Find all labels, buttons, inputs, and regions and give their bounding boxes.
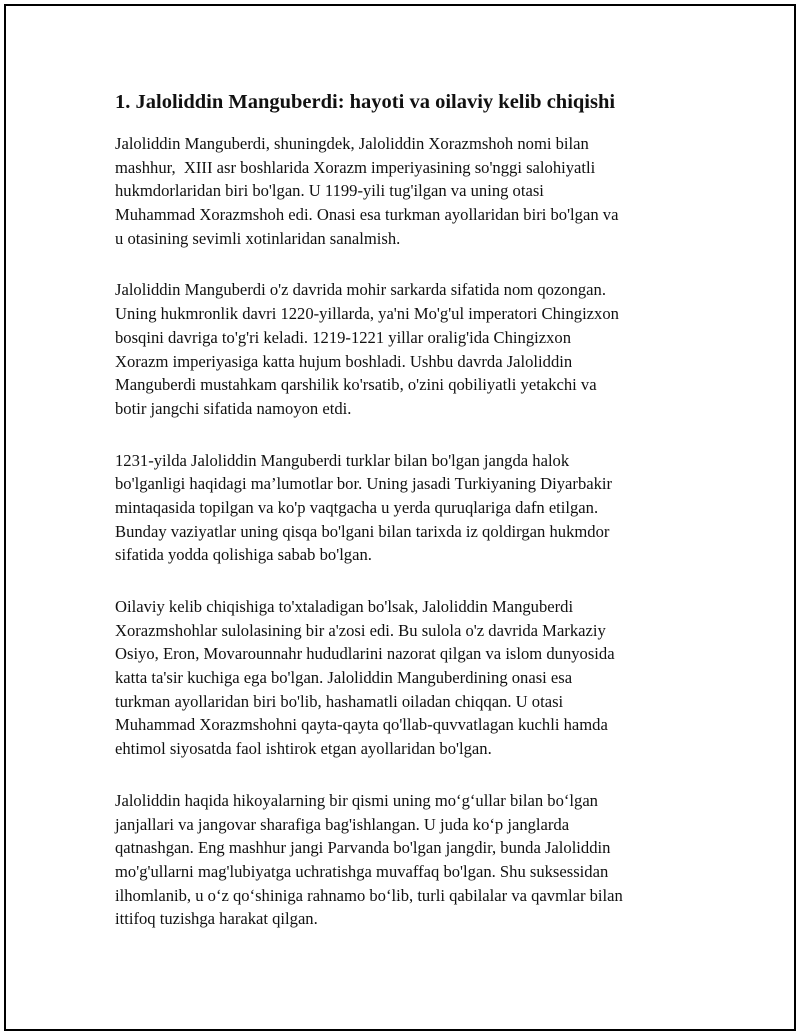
text-line: Xorazmshohlar sulolasining bir a'zosi edi. Bu sulola o'z davrida Markaziy [115,620,606,640]
paragraph-biography [115,132,690,250]
text-line: turkman ayollaridan biri bo'lib, hashamatli oiladan chiqqan. U otasi [115,691,564,711]
text-line: Jaloliddin Manguberdi, shuningdek, Jaloliddin Xorazmshoh nomi bilan [115,134,589,153]
text-line: ittifoq tuzishga harakat qilgan. [115,909,318,929]
paragraph-battles [115,789,690,931]
text-line: mintaqasida topilgan va ko'p vaqtgacha u yerda quruqlariga dafn etilgan. [115,497,599,517]
text-line: sifatida yodda qolishiga sabab bo'lgan. [115,545,372,565]
text-line: mo'g'ullarni mag'lubiyatga uchratishga muvaffaq bo'lgan. Shu suksessidan [115,861,609,881]
text-line: Jaloliddin Manguberdi o'z davrida mohir sarkarda sifatida nom qozongan. [115,280,606,300]
text-line: janjallari va jangovar sharafiga bag'ishlangan. U juda ko‘p janglarda [115,814,570,834]
text-line: Jaloliddin haqida hikoyalarning bir qismi uning mo‘g‘ullar bilan bo‘lgan [115,790,598,810]
text-line: Muhammad Xorazmshoh edi. Onasi esa turkman ayollaridan biri bo'lgan va [115,205,619,225]
text-line: botir jangchi sifatida namoyon etdi. [115,398,352,418]
paragraph-military-career [115,278,690,420]
text-line: mashhur, XIII asr boshlarida Xorazm imperiyasining so'nggi salohiyatli [115,157,596,177]
text-line: Xorazm imperiyasiga katta hujum boshladi. Ushbu davrda Jaloliddin [115,351,573,371]
text-line: ehtimol siyosatda faol ishtirok etgan ayollaridan bo'lgan. [115,739,492,759]
document-body [115,88,690,959]
text-line: Osiyo, Eron, Movarounnahr hududlarini nazorat qilgan va islom dunyosida [115,644,615,664]
text-line: Manguberdi mustahkam qarshilik ko'rsatib, o'zini qobiliyatli yetakchi va [115,375,597,395]
text-line: qatnashgan. Eng mashhur jangi Parvanda bo'lgan jangdir, bunda Jaloliddin [115,838,611,858]
text-line: ilhomlanib, u o‘z qo‘shiniga rahnamo bo‘lib, turli qabilalar va qavmlar bilan [115,885,623,905]
text-line: Uning hukmronlik davri 1220-yillarda, ya'ni Mo'g'ul imperatori Chingizxon [115,304,619,324]
text-line: Bunday vaziyatlar uning qisqa bo'lgani bilan tarixda iz qoldirgan hukmdor [115,521,610,541]
text-line: bosqini davriga to'g'ri keladi. 1219-1221 yillar oralig'ida Chingizxon [115,327,571,347]
text-line: 1231-yilda Jaloliddin Manguberdi turklar bilan bo'lgan jangda halok [115,450,570,470]
text-line: Oilaviy kelib chiqishiga to'xtaladigan bo'lsak, Jaloliddin Manguberdi [115,597,574,616]
document-heading: 1. Jaloliddin Manguberdi: hayoti va oilaviy kelib chiqishi [115,91,616,113]
text-line: katta ta'sir kuchiga ega bo'lgan. Jaloliddin Manguberdining onasi esa [115,668,573,688]
text-line: Muhammad Xorazmshohni qayta-qayta qo'llab-quvvatlagan kuchli hamda [115,715,608,735]
text-line: u otasining sevimli xotinlaridan sanalmish. [115,228,401,248]
text-line: bo'lganligi haqidagi ma’lumotlar bor. Uning jasadi Turkiyaning Diyarbakir [115,474,613,494]
text-line: hukmdorlaridan biri bo'lgan. U 1199-yili tug'ilgan va uning otasi [115,181,544,201]
paragraph-family-origin [115,595,690,761]
paragraph-death [115,449,690,567]
